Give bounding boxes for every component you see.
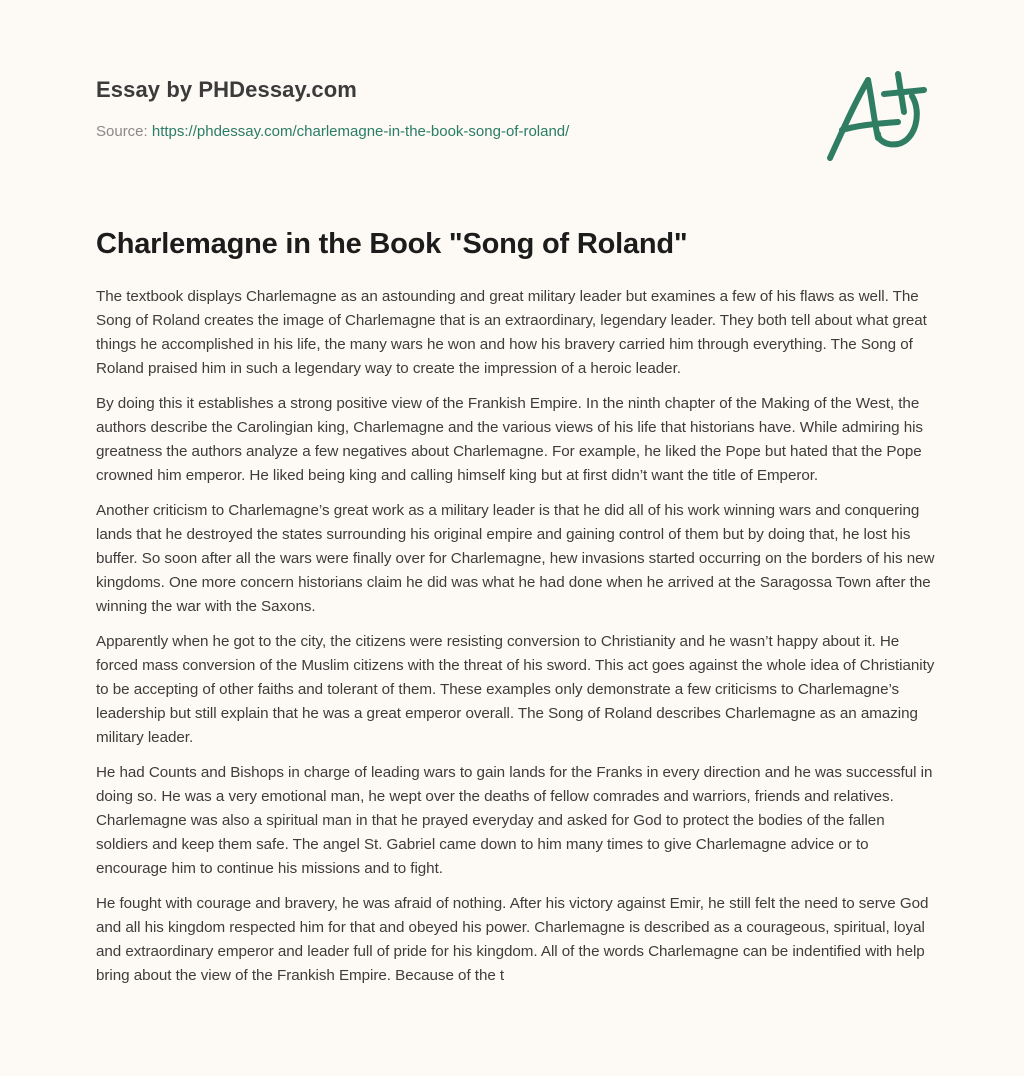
a-plus-grade-icon [820, 62, 930, 172]
essay-title: Charlemagne in the Book "Song of Roland" [96, 228, 688, 260]
source-line [96, 122, 796, 142]
site-title: Essay by PHDessay.com [96, 77, 357, 102]
essay-paragraph: Another criticism to Charlemagne’s great work as a military leader is that he did all of his work winning wars and conquering lands that he destroyed the states surrounding his original empire and gaining control of them but by doing that, he lost his buffer. So soon after all the wars were finally over for Charlemagne, hew invasions started occurring on the borders of his new kingdoms. One more concern historians claim he did was what he had done when he arrived at the Saragossa Town after the winning the war with the Saxons. [96, 502, 935, 615]
essay-paragraph: Apparently when he got to the city, the citizens were resisting conversion to Christianity and he wasn’t happy about it. He forced mass conversion of the Muslim citizens with the threat of his sword. This act goes against the whole idea of Christianity to be accepting of other faiths and tolerant of them. These examples only demonstrate a few criticisms to Charlemagne’s leadership but still explain that he was a great emperor overall. The Song of Roland describes Charlemagne as an amazing military leader. [96, 633, 935, 746]
source-link[interactable]: https://phdessay.com/charlemagne-in-the-book-song-of-roland/ [151, 123, 570, 140]
page-header [96, 76, 796, 142]
essay-paragraph: The textbook displays Charlemagne as an astounding and great military leader but examines a few of his flaws as well. The Song of Roland creates the image of Charlemagne that is an extraordinary, legendary leader. They both tell about what great things he accomplished in his life, the many wars he won and how his bravery carried him through everything. The Song of Roland praised him in such a legendary way to create the impression of a heroic leader. [96, 288, 927, 377]
essay-body [96, 285, 936, 999]
essay-paragraph: By doing this it establishes a strong positive view of the Frankish Empire. In the ninth chapter of the Making of the West, the authors describe the Carolingian king, Charlemagne and the various views of his life that historians have. While admiring his greatness the authors analyze a few negatives about Charlemagne. For example, he liked the Pope but hated that the Pope crowned him emperor. He liked being king and calling himself king but at first didn’t want the title of Emperor. [96, 395, 923, 484]
essay-paragraph: He had Counts and Bishops in charge of leading wars to gain lands for the Franks in every direction and he was successful in doing so. He was a very emotional man, he wept over the deaths of fellow comrades and warriors, friends and relatives. Charlemagne was also a spiritual man in that he prayed everyday and asked for God to protect the bodies of the fallen soldiers and keep them safe. The angel St. Gabriel came down to him many times to give Charlemagne advice or to encourage him to continue his missions and to fight. [96, 764, 933, 877]
essay-paragraph: He fought with courage and bravery, he was afraid of nothing. After his victory against Emir, he still felt the need to serve God and all his kingdom respected him for that and obeyed his power. Charlemagne is described as a courageous, spiritual, loyal and extraordinary emperor and leader full of pride for his kingdom. All of the words Charlemagne can be indentified with help bring about the view of the Frankish Empire. Because of the t [96, 895, 929, 984]
source-label: Source: [96, 123, 148, 140]
